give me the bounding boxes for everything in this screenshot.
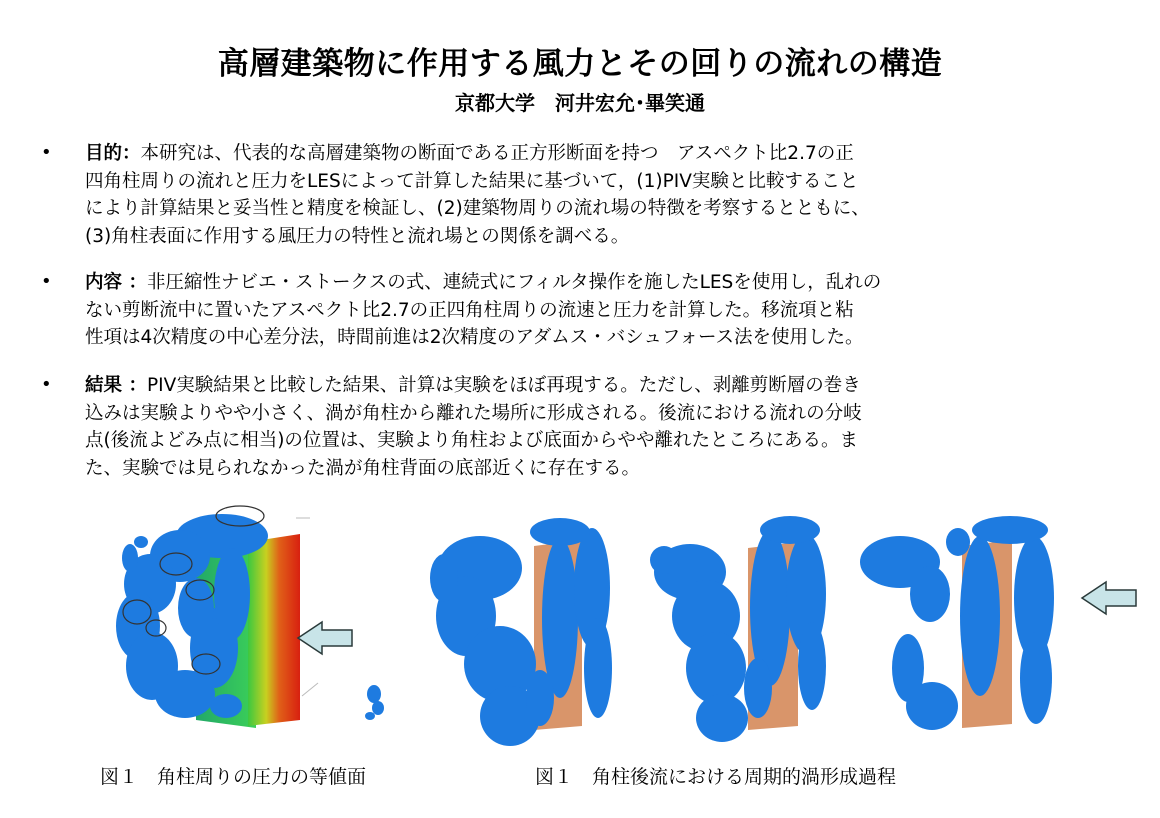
text-line: 四角柱周りの流れと圧力をLESによって計算した結果に基づいて，(1)PIV実験と比較すること [85, 170, 859, 192]
section-separator: ： [122, 375, 147, 396]
wind-direction-arrow-2 [1082, 582, 1136, 614]
section-label: 結果 [85, 375, 123, 396]
text-line-content: 本研究は、代表的な高層建築物の断面である正方形断面を持つ アスペクト比2.7の正 [140, 143, 854, 164]
section-separator: ： [122, 143, 141, 164]
vortex-isosurface [430, 518, 612, 746]
figure-2-snapshot-2 [650, 516, 826, 742]
wind-direction-arrow-1 [298, 622, 352, 654]
text-line-content: 非圧縮性ナビエ・ストークスの式、連続式にフィルタ操作を施したLESを使用し，乱れの [146, 272, 882, 293]
figure-2-caption: 図１ 角柱後流における周期的渦形成過程 [535, 766, 897, 788]
figure-area [0, 498, 1160, 758]
vortex-isosurface [860, 516, 1054, 730]
bullet-text [85, 140, 1095, 250]
guide-line [302, 683, 318, 696]
bullet-marker: • [41, 142, 52, 163]
section-separator: ： [122, 272, 147, 293]
figure-1-pressure-isosurface [116, 506, 352, 728]
text-line: 込みは実験よりやや小さく、渦が角柱から離れた場所に形成される。後流における流れの分岐 [85, 402, 862, 424]
poster-title: 高層建築物に作用する風力とその回りの流れの構造 [217, 46, 943, 82]
section-label: 内容 [85, 272, 123, 293]
text-line: ない剪断流中に置いたアスペクト比2.7の正四角柱周りの流速と圧力を計算した。移流項と粘 [85, 299, 854, 321]
figure-2-snapshot-3 [860, 516, 1136, 730]
figure-2-snapshot-1 [430, 518, 612, 746]
bullet-text [85, 372, 1095, 482]
text-line-content: PIV実験結果と比較した結果、計算は実験をほぼ再現する。ただし、剥離剪断層の巻き [146, 375, 861, 396]
isolated-vortex-blob [365, 685, 384, 720]
poster-authors: 京都大学 河井宏允･畢笑通 [455, 91, 705, 115]
vortex-isosurface [650, 516, 826, 742]
text-line: により計算結果と妥当性と精度を検証し、(2)建築物周りの流れ場の特徴を考察するとともに、 [85, 198, 870, 219]
text-line [85, 140, 1095, 168]
text-line [85, 269, 1095, 297]
figure-1-caption: 図１ 角柱周りの圧力の等値面 [100, 766, 367, 788]
text-line: 性項は4次精度の中心差分法，時間前進は2次精度のアダムス・バシュフォース法を使用した。 [85, 327, 864, 348]
bullet-marker: • [41, 374, 52, 395]
text-line: (3)角柱表面に作用する風圧力の特性と流れ場との関係を調べる。 [85, 225, 630, 247]
bullet-text [85, 269, 1095, 352]
text-line: た、実験では見られなかった渦が角柱背面の底部近くに存在する。 [85, 457, 641, 479]
text-line: 点(後流よどみ点に相当)の位置は、実験より角柱および底面からやや離れたところにある。ま [85, 430, 858, 451]
section-label: 目的 [85, 143, 123, 164]
cylinder-windward-face [248, 534, 300, 726]
text-line [85, 372, 1095, 400]
bullet-marker: • [41, 271, 52, 292]
